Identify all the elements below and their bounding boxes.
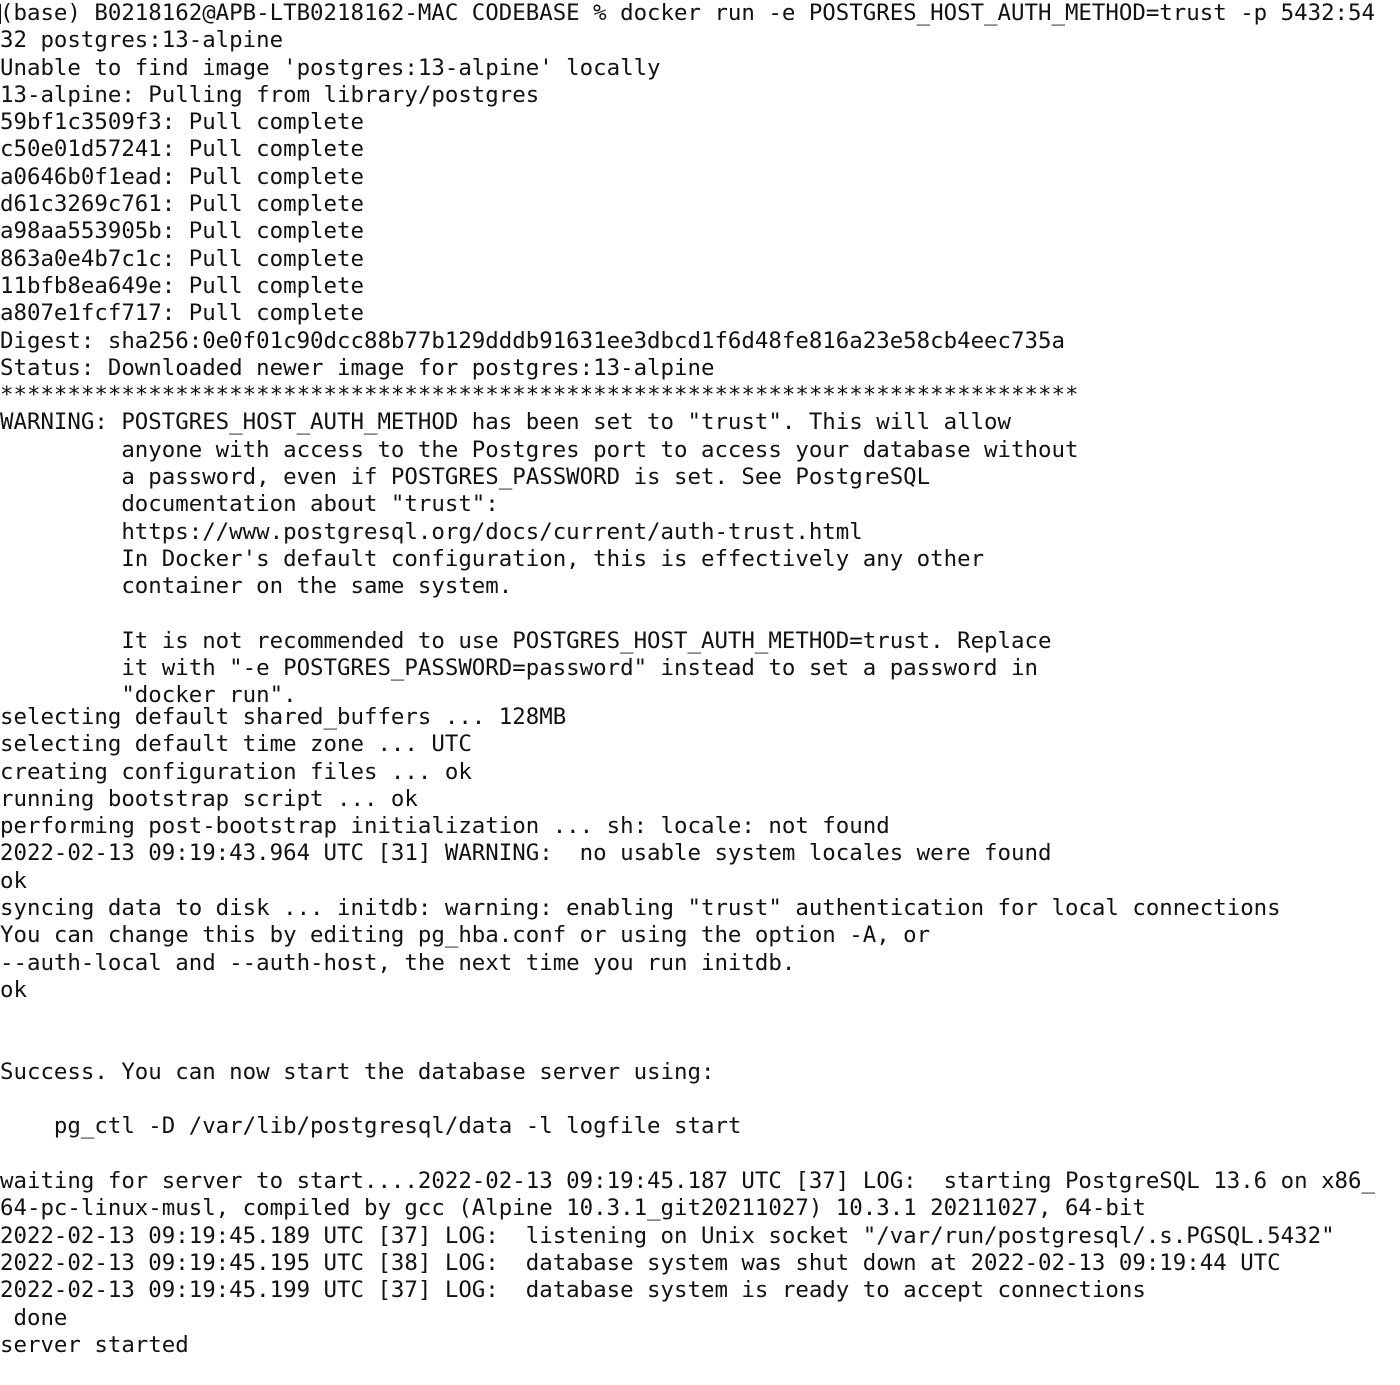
terminal-line: 2022-02-13 09:19:45.195 UTC [38] LOG: database system was shut down at 2022-02-13 09:19:44 UTC xyxy=(0,1249,1281,1276)
terminal-line: 32 postgres:13-alpine xyxy=(0,27,284,54)
terminal-line: 2022-02-13 09:19:45.189 UTC [37] LOG: listening on Unix socket "/var/run/postgresql/.s.PGSQL.5432" xyxy=(0,1222,1335,1249)
terminal-line: It is not recommended to use POSTGRES_HOST_AUTH_METHOD=trust. Replace xyxy=(0,627,1052,654)
terminal-line: 59bf1c3509f3: Pull complete xyxy=(0,109,364,136)
terminal-line: a password, even if POSTGRES_PASSWORD is set. See PostgreSQL xyxy=(0,464,931,491)
terminal-line xyxy=(0,601,1400,628)
terminal-line: waiting for server to start....2022-02-13 09:19:45.187 UTC [37] LOG: starting PostgreSQL 13.6 on x86_ xyxy=(0,1168,1375,1195)
terminal-line: c50e01d57241: Pull complete xyxy=(0,136,364,163)
terminal-line: creating configuration files ... ok xyxy=(0,758,472,785)
terminal-line: 13-alpine: Pulling from library/postgres xyxy=(0,81,540,108)
terminal-line: done xyxy=(0,1304,68,1331)
terminal-line: https://www.postgresql.org/docs/current/auth-trust.html xyxy=(0,518,863,545)
terminal-line: server started xyxy=(0,1331,189,1358)
terminal-line: it with "-e POSTGRES_PASSWORD=password" instead to set a password in xyxy=(0,655,1038,682)
terminal-line: pg_ctl -D /var/lib/postgresql/data -l logfile start xyxy=(0,1113,742,1140)
terminal-line: running bootstrap script ... ok xyxy=(0,785,418,812)
terminal-line: 863a0e4b7c1c: Pull complete xyxy=(0,245,364,272)
terminal-line: Status: Downloaded newer image for postgres:13-alpine xyxy=(0,354,715,381)
terminal-line xyxy=(0,1032,1400,1059)
terminal-line: 2022-02-13 09:19:43.964 UTC [31] WARNING: no usable system locales were found xyxy=(0,840,1052,867)
terminal-line: "docker run". xyxy=(0,682,297,709)
terminal-line xyxy=(0,1086,1400,1113)
terminal-output-bottom xyxy=(0,704,1400,1359)
terminal-line: Success. You can now start the database server using: xyxy=(0,1058,715,1085)
terminal-line: WARNING: POSTGRES_HOST_AUTH_METHOD has been set to "trust". This will allow xyxy=(0,409,1012,436)
terminal-line: container on the same system. xyxy=(0,573,513,600)
terminal-line: Unable to find image 'postgres:13-alpine' locally xyxy=(0,54,661,81)
terminal-line: In Docker's default configuration, this is effectively any other xyxy=(0,545,985,572)
terminal-line: (base) B0218162@APB-LTB0218162-MAC CODEBASE % docker run -e POSTGRES_HOST_AUTH_METHOD=trust -p 5432:54 xyxy=(0,0,1375,26)
terminal-line: anyone with access to the Postgres port to access your database without xyxy=(0,436,1079,463)
terminal-line xyxy=(0,1141,1400,1168)
terminal-line: documentation about "trust": xyxy=(0,491,499,518)
terminal-line: 11bfb8ea649e: Pull complete xyxy=(0,272,364,299)
terminal-line: performing post-bootstrap initialization ... sh: locale: not found xyxy=(0,813,890,840)
terminal-line: a807e1fcf717: Pull complete xyxy=(0,300,364,327)
terminal-line: --auth-local and --auth-host, the next time you run initdb. xyxy=(0,949,796,976)
terminal-line xyxy=(0,1004,1400,1031)
terminal-line: a0646b0f1ead: Pull complete xyxy=(0,163,364,190)
terminal-line: d61c3269c761: Pull complete xyxy=(0,191,364,218)
terminal-line: selecting default shared_buffers ... 128MB xyxy=(0,704,567,730)
terminal-line: Digest: sha256:0e0f01c90dcc88b77b129dddb91631ee3dbcd1f6d48fe816a23e58cb4eec735a xyxy=(0,327,1065,354)
terminal-line: 2022-02-13 09:19:45.199 UTC [37] LOG: database system is ready to accept connections xyxy=(0,1277,1146,1304)
terminal-line: ok xyxy=(0,976,27,1003)
terminal-line: ******************************************************************************** xyxy=(0,382,1079,409)
terminal-line: 64-pc-linux-musl, compiled by gcc (Alpine 10.3.1_git20211027) 10.3.1 20211027, 64-bit xyxy=(0,1195,1146,1222)
terminal-line: ok xyxy=(0,867,27,894)
terminal-line: a98aa553905b: Pull complete xyxy=(0,218,364,245)
terminal-line: syncing data to disk ... initdb: warning: enabling "trust" authentication for local connections xyxy=(0,895,1281,922)
terminal-line: You can change this by editing pg_hba.conf or using the option -A, or xyxy=(0,922,931,949)
terminal-line: selecting default time zone ... UTC xyxy=(0,731,472,758)
